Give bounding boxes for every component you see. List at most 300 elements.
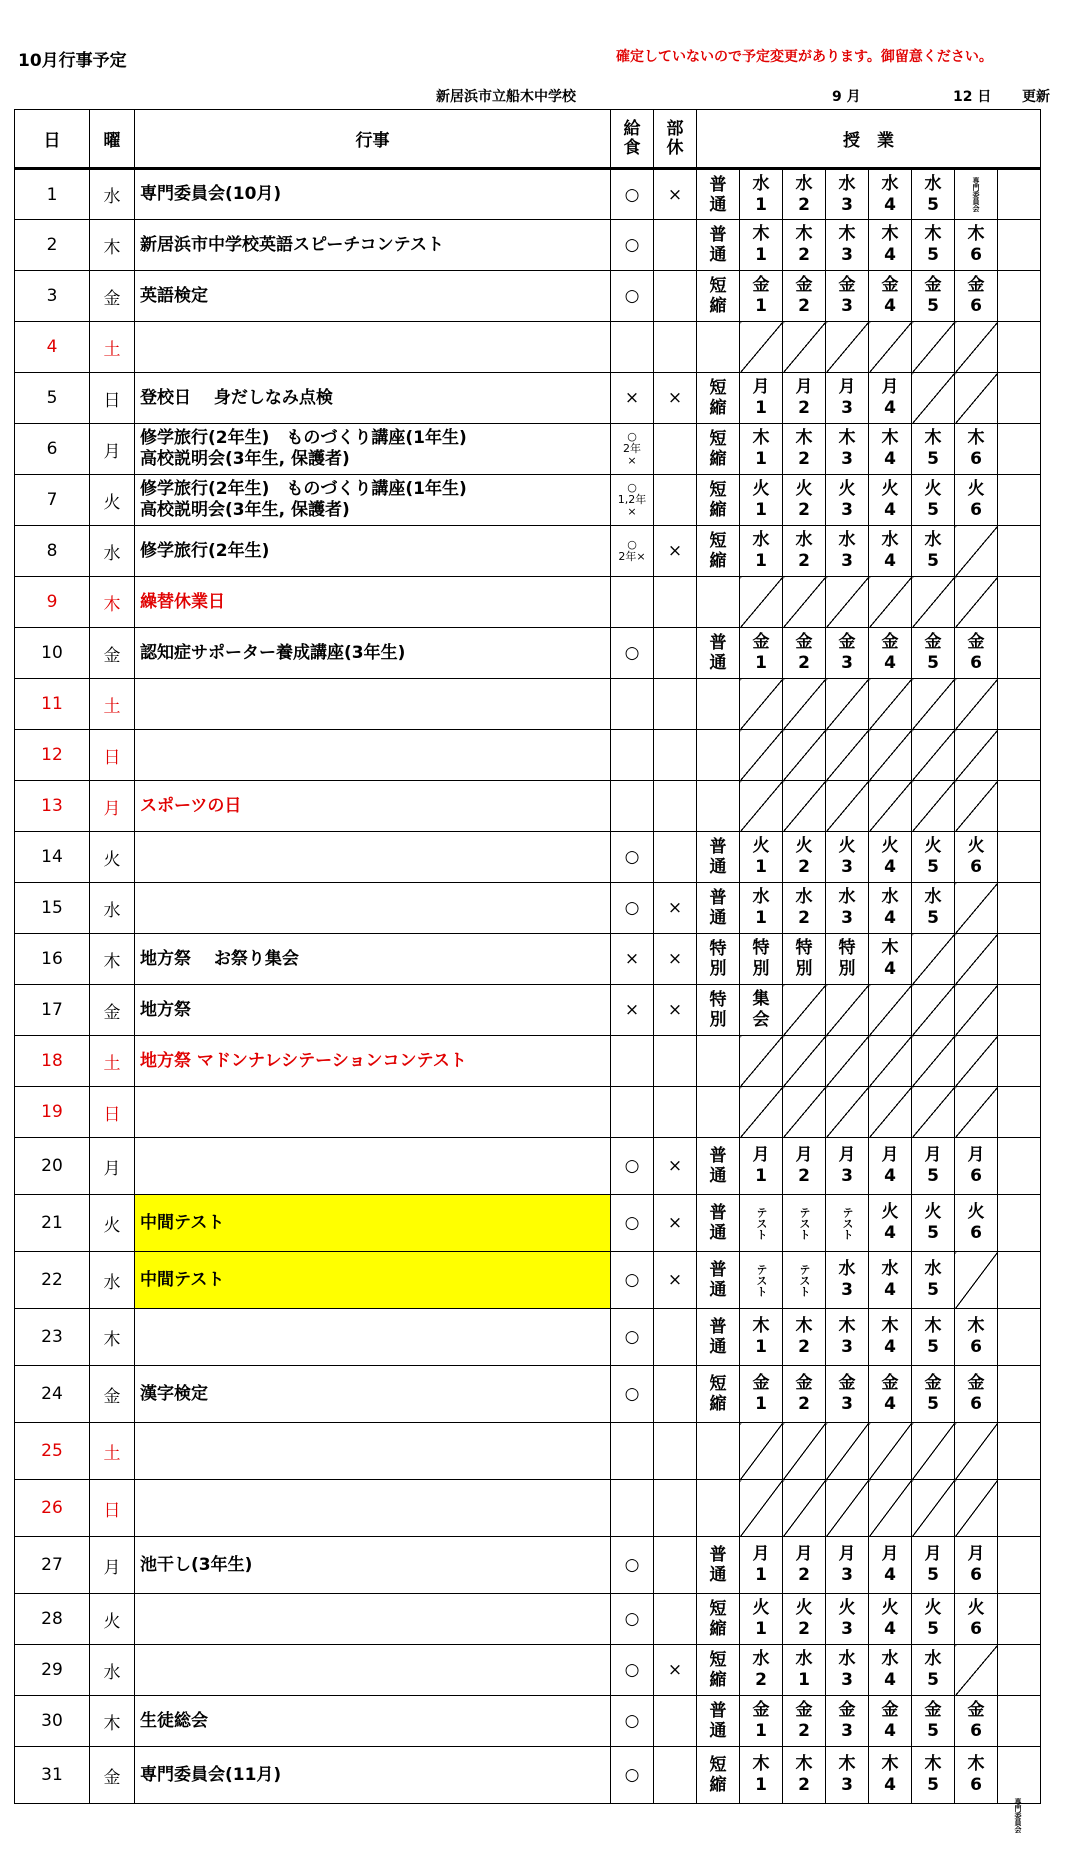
weekday-cell: 月 — [90, 1138, 135, 1195]
day-cell: 29 — [15, 1645, 90, 1696]
event-cell: 中間テスト — [135, 1195, 611, 1252]
day-cell: 6 — [15, 424, 90, 475]
weekday-cell: 火 — [90, 1195, 135, 1252]
meal-cell: ○ — [611, 271, 654, 322]
class-period-cell: 木 2 — [783, 1747, 826, 1804]
schedule-row — [15, 1195, 1041, 1252]
class-type-cell: 普 通 — [697, 1195, 740, 1252]
meal-cell: ○ — [611, 1537, 654, 1594]
weekday-cell: 月 — [90, 781, 135, 832]
weekday-cell: 日 — [90, 1087, 135, 1138]
class-period-empty — [869, 1480, 912, 1537]
day-cell: 1 — [15, 169, 90, 220]
class-type-cell: 短 縮 — [697, 1747, 740, 1804]
class-period-cell — [998, 730, 1041, 781]
event-cell — [135, 1645, 611, 1696]
class-period-cell: 木 5 — [912, 220, 955, 271]
club-cell — [654, 271, 697, 322]
class-period-empty — [740, 781, 783, 832]
event-cell — [135, 1087, 611, 1138]
class-period-empty — [955, 730, 998, 781]
class-period-cell: 金 1 — [740, 1696, 783, 1747]
class-period-cell: 木 1 — [740, 424, 783, 475]
event-cell: 生徒総会 — [135, 1696, 611, 1747]
class-period-cell: 木 2 — [783, 424, 826, 475]
weekday-cell: 金 — [90, 271, 135, 322]
weekday-cell: 月 — [90, 1537, 135, 1594]
class-period-empty — [912, 934, 955, 985]
day-cell: 5 — [15, 373, 90, 424]
club-cell: × — [654, 985, 697, 1036]
event-cell: 池干し(3年生) — [135, 1537, 611, 1594]
class-period-empty — [869, 985, 912, 1036]
meal-cell — [611, 730, 654, 781]
meal-cell — [611, 577, 654, 628]
schedule-row — [15, 1366, 1041, 1423]
class-period-cell: 火 4 — [869, 475, 912, 526]
event-cell: 英語検定 — [135, 271, 611, 322]
class-period-cell: 水 3 — [826, 526, 869, 577]
meal-cell: ○ 2年× — [611, 526, 654, 577]
class-period-empty — [826, 985, 869, 1036]
class-period-empty — [783, 1087, 826, 1138]
header-meal: 給 食 — [611, 110, 654, 169]
class-period-empty — [912, 1036, 955, 1087]
class-period-cell: 火 2 — [783, 475, 826, 526]
class-period-cell: 月 5 — [912, 1537, 955, 1594]
class-period-cell: 水 1 — [740, 883, 783, 934]
event-cell: 登校日 身だしなみ点検 — [135, 373, 611, 424]
day-cell: 28 — [15, 1594, 90, 1645]
class-type-cell: 普 通 — [697, 1252, 740, 1309]
day-cell: 16 — [15, 934, 90, 985]
class-period-cell: 集 会 — [740, 985, 783, 1036]
class-period-empty — [783, 730, 826, 781]
class-period-cell — [998, 577, 1041, 628]
schedule-row — [15, 1087, 1041, 1138]
class-period-empty — [912, 1087, 955, 1138]
weekday-cell: 火 — [90, 475, 135, 526]
class-period-cell: 火 6 — [955, 475, 998, 526]
schedule-row — [15, 781, 1041, 832]
class-period-cell: 月 1 — [740, 373, 783, 424]
event-cell: 修学旅行(2年生) — [135, 526, 611, 577]
meal-cell: × — [611, 985, 654, 1036]
class-period-cell — [998, 781, 1041, 832]
class-period-cell: 水 3 — [826, 1252, 869, 1309]
meal-cell — [611, 322, 654, 373]
schedule-table — [14, 109, 1041, 1804]
class-period-cell — [998, 475, 1041, 526]
weekday-cell: 火 — [90, 1594, 135, 1645]
club-cell — [654, 1309, 697, 1366]
class-period-cell: 木 4 — [869, 1309, 912, 1366]
event-cell: 修学旅行(2年生) ものづくり講座(1年生) 高校説明会(3年生, 保護者) — [135, 424, 611, 475]
class-period-empty — [955, 1036, 998, 1087]
class-period-cell: テスト — [783, 1195, 826, 1252]
class-period-empty — [826, 679, 869, 730]
class-period-cell: 木 6 — [955, 1309, 998, 1366]
weekday-cell: 木 — [90, 934, 135, 985]
class-period-cell — [998, 934, 1041, 985]
event-cell: 認知症サポーター養成講座(3年生) — [135, 628, 611, 679]
class-period-empty — [955, 781, 998, 832]
club-cell — [654, 322, 697, 373]
schedule-row — [15, 271, 1041, 322]
class-type-cell — [697, 322, 740, 373]
class-period-cell — [998, 220, 1041, 271]
weekday-cell: 金 — [90, 985, 135, 1036]
class-period-cell: 火 2 — [783, 832, 826, 883]
header-event: 行事 — [135, 110, 611, 169]
day-cell: 17 — [15, 985, 90, 1036]
club-cell: × — [654, 526, 697, 577]
class-period-cell: 火 4 — [869, 1594, 912, 1645]
class-period-cell: 金 4 — [869, 628, 912, 679]
event-cell: 繰替休業日 — [135, 577, 611, 628]
class-period-empty — [740, 1480, 783, 1537]
schedule-row — [15, 883, 1041, 934]
club-cell: × — [654, 934, 697, 985]
class-period-empty — [955, 373, 998, 424]
class-period-cell — [998, 1252, 1041, 1309]
event-cell: 地方祭 お祭り集会 — [135, 934, 611, 985]
class-period-empty — [955, 322, 998, 373]
weekday-cell: 水 — [90, 883, 135, 934]
weekday-cell: 土 — [90, 679, 135, 730]
class-period-cell: 金 6 — [955, 271, 998, 322]
class-period-empty — [783, 985, 826, 1036]
class-type-cell — [697, 730, 740, 781]
class-period-cell: 金 3 — [826, 1696, 869, 1747]
meal-cell: × — [611, 373, 654, 424]
club-cell — [654, 1480, 697, 1537]
weekday-cell: 木 — [90, 1696, 135, 1747]
day-cell: 2 — [15, 220, 90, 271]
class-period-empty — [955, 1480, 998, 1537]
class-period-cell: 金 3 — [826, 271, 869, 322]
class-type-cell — [697, 781, 740, 832]
schedule-row — [15, 1423, 1041, 1480]
class-type-cell: 短 縮 — [697, 1645, 740, 1696]
schedule-row — [15, 169, 1041, 220]
class-period-cell — [998, 985, 1041, 1036]
class-type-cell: 普 通 — [697, 220, 740, 271]
class-period-cell: 水 5 — [912, 883, 955, 934]
schedule-row — [15, 526, 1041, 577]
class-period-cell: 木 6 — [955, 424, 998, 475]
event-cell — [135, 322, 611, 373]
meal-cell: ○ — [611, 1252, 654, 1309]
club-cell — [654, 1366, 697, 1423]
event-cell — [135, 1423, 611, 1480]
class-period-empty — [955, 1252, 998, 1309]
day-cell: 9 — [15, 577, 90, 628]
class-type-cell: 普 通 — [697, 1537, 740, 1594]
day-cell: 27 — [15, 1537, 90, 1594]
event-cell: 新居浜市中学校英語スピーチコンテスト — [135, 220, 611, 271]
meal-cell — [611, 1423, 654, 1480]
class-period-empty — [912, 1423, 955, 1480]
class-period-cell — [998, 1645, 1041, 1696]
class-period-cell: テスト — [740, 1252, 783, 1309]
class-period-empty — [740, 1423, 783, 1480]
day-cell: 10 — [15, 628, 90, 679]
class-period-empty — [955, 1645, 998, 1696]
meal-cell: ○ — [611, 1309, 654, 1366]
class-type-cell: 短 縮 — [697, 373, 740, 424]
event-cell: 地方祭 マドンナレシテーションコンテスト — [135, 1036, 611, 1087]
class-type-cell: 普 通 — [697, 169, 740, 220]
class-type-cell: 短 縮 — [697, 1366, 740, 1423]
class-period-empty — [912, 781, 955, 832]
class-period-cell: 月 5 — [912, 1138, 955, 1195]
class-period-cell: 木 1 — [740, 1309, 783, 1366]
class-period-cell: 水 1 — [783, 1645, 826, 1696]
class-period-cell: 金 2 — [783, 1366, 826, 1423]
class-period-empty — [783, 781, 826, 832]
class-period-cell: 水 3 — [826, 883, 869, 934]
header-row — [15, 110, 1041, 169]
class-type-cell: 短 縮 — [697, 271, 740, 322]
class-period-cell: 金 6 — [955, 628, 998, 679]
club-cell — [654, 1747, 697, 1804]
class-period-empty — [783, 1036, 826, 1087]
class-period-cell: 金 6 — [955, 1696, 998, 1747]
club-cell — [654, 1696, 697, 1747]
day-cell: 14 — [15, 832, 90, 883]
class-period-cell: 水 2 — [783, 526, 826, 577]
side-note: 専門委員会 — [1014, 1798, 1022, 1833]
club-cell — [654, 1036, 697, 1087]
class-period-cell: 火 5 — [912, 1594, 955, 1645]
class-period-cell: 水 2 — [783, 883, 826, 934]
class-period-cell: 木 3 — [826, 220, 869, 271]
class-period-cell — [998, 526, 1041, 577]
club-cell: × — [654, 1252, 697, 1309]
weekday-cell: 木 — [90, 1309, 135, 1366]
day-cell: 18 — [15, 1036, 90, 1087]
class-period-cell: 水 2 — [740, 1645, 783, 1696]
class-period-cell: 木 5 — [912, 424, 955, 475]
class-period-cell: 金 2 — [783, 271, 826, 322]
class-period-empty — [955, 1423, 998, 1480]
weekday-cell: 土 — [90, 1423, 135, 1480]
class-period-cell: 金 4 — [869, 1366, 912, 1423]
day-cell: 12 — [15, 730, 90, 781]
club-cell: × — [654, 883, 697, 934]
class-period-cell: 金 3 — [826, 628, 869, 679]
class-period-cell — [998, 1747, 1041, 1804]
class-type-cell: 普 通 — [697, 832, 740, 883]
class-period-cell: 月 3 — [826, 373, 869, 424]
class-period-cell — [998, 1480, 1041, 1537]
day-cell: 22 — [15, 1252, 90, 1309]
meal-cell — [611, 781, 654, 832]
day-cell: 7 — [15, 475, 90, 526]
class-period-cell: 火 6 — [955, 1594, 998, 1645]
event-cell — [135, 1309, 611, 1366]
class-period-cell: 月 4 — [869, 1138, 912, 1195]
class-period-empty — [912, 577, 955, 628]
weekday-cell: 日 — [90, 730, 135, 781]
class-period-empty — [826, 781, 869, 832]
class-period-cell: 水 5 — [912, 526, 955, 577]
class-period-cell — [998, 628, 1041, 679]
notice-text: 確定していないので予定変更があります。御留意ください。 — [616, 49, 993, 65]
class-period-cell: 専門委員会 — [955, 169, 998, 220]
meal-cell: ○ — [611, 1747, 654, 1804]
class-period-cell: 金 5 — [912, 271, 955, 322]
class-period-cell: 水 1 — [740, 526, 783, 577]
class-period-cell — [998, 1195, 1041, 1252]
class-period-empty — [912, 322, 955, 373]
class-period-cell: 火 1 — [740, 832, 783, 883]
class-period-cell — [998, 322, 1041, 373]
class-period-cell: 金 2 — [783, 1696, 826, 1747]
meal-cell: ○ 1,2年 × — [611, 475, 654, 526]
meal-cell: ○ — [611, 1696, 654, 1747]
class-type-cell: 短 縮 — [697, 526, 740, 577]
class-period-cell: テスト — [826, 1195, 869, 1252]
class-type-cell: 普 通 — [697, 1309, 740, 1366]
class-period-empty — [912, 679, 955, 730]
weekday-cell: 水 — [90, 169, 135, 220]
class-period-empty — [869, 577, 912, 628]
schedule-row — [15, 1645, 1041, 1696]
club-cell: × — [654, 1645, 697, 1696]
meal-cell — [611, 1480, 654, 1537]
club-cell — [654, 781, 697, 832]
club-cell — [654, 1087, 697, 1138]
meal-cell: ○ — [611, 832, 654, 883]
weekday-cell: 金 — [90, 1366, 135, 1423]
class-period-cell: 月 3 — [826, 1138, 869, 1195]
meal-cell: ○ — [611, 220, 654, 271]
class-period-cell — [998, 1537, 1041, 1594]
day-cell: 24 — [15, 1366, 90, 1423]
class-period-cell: 火 3 — [826, 475, 869, 526]
club-cell: × — [654, 373, 697, 424]
class-type-cell: 短 縮 — [697, 475, 740, 526]
meal-cell: ○ — [611, 1138, 654, 1195]
class-period-cell: 火 3 — [826, 1594, 869, 1645]
club-cell — [654, 628, 697, 679]
class-period-cell: テスト — [783, 1252, 826, 1309]
class-period-cell: 木 2 — [783, 1309, 826, 1366]
class-period-empty — [869, 679, 912, 730]
day-cell: 23 — [15, 1309, 90, 1366]
update-month: 9 月 — [832, 89, 861, 105]
header-classes: 授 業 — [697, 110, 1041, 169]
class-period-cell: 金 1 — [740, 628, 783, 679]
class-period-cell: テスト — [740, 1195, 783, 1252]
day-cell: 4 — [15, 322, 90, 373]
meal-cell — [611, 1036, 654, 1087]
schedule-row — [15, 577, 1041, 628]
schedule-row — [15, 373, 1041, 424]
weekday-cell: 水 — [90, 526, 135, 577]
class-period-cell: 木 4 — [869, 424, 912, 475]
weekday-cell: 土 — [90, 1036, 135, 1087]
class-period-cell: 金 5 — [912, 628, 955, 679]
class-period-empty — [740, 322, 783, 373]
club-cell: × — [654, 1195, 697, 1252]
class-type-cell — [697, 1087, 740, 1138]
day-cell: 13 — [15, 781, 90, 832]
class-period-empty — [955, 934, 998, 985]
class-period-cell: 特 別 — [783, 934, 826, 985]
class-type-cell — [697, 1036, 740, 1087]
day-cell: 26 — [15, 1480, 90, 1537]
class-period-cell: 水 3 — [826, 1645, 869, 1696]
class-period-empty — [740, 1087, 783, 1138]
class-period-cell: 火 5 — [912, 832, 955, 883]
schedule-row — [15, 1309, 1041, 1366]
class-period-cell: 火 6 — [955, 832, 998, 883]
class-period-cell: 月 6 — [955, 1537, 998, 1594]
class-period-empty — [955, 526, 998, 577]
class-period-empty — [783, 679, 826, 730]
class-period-empty — [783, 577, 826, 628]
event-cell — [135, 883, 611, 934]
class-period-empty — [826, 1036, 869, 1087]
class-period-cell: 月 1 — [740, 1138, 783, 1195]
meal-cell: ○ — [611, 883, 654, 934]
schedule-row — [15, 424, 1041, 475]
meal-cell: ○ — [611, 628, 654, 679]
club-cell — [654, 1537, 697, 1594]
day-cell: 31 — [15, 1747, 90, 1804]
class-period-cell: 金 1 — [740, 1366, 783, 1423]
club-cell — [654, 730, 697, 781]
class-period-cell: 金 1 — [740, 271, 783, 322]
class-period-cell: 木 3 — [826, 1309, 869, 1366]
event-cell — [135, 1594, 611, 1645]
class-period-cell: 月 4 — [869, 1537, 912, 1594]
class-period-cell — [998, 1087, 1041, 1138]
class-period-empty — [869, 1423, 912, 1480]
event-cell: 地方祭 — [135, 985, 611, 1036]
class-period-cell: 木 4 — [869, 934, 912, 985]
class-period-cell: 木 5 — [912, 1309, 955, 1366]
class-period-cell: 木 4 — [869, 1747, 912, 1804]
club-cell — [654, 475, 697, 526]
class-type-cell — [697, 577, 740, 628]
class-period-cell: 木 6 — [955, 220, 998, 271]
class-period-empty — [783, 1480, 826, 1537]
day-cell: 11 — [15, 679, 90, 730]
class-period-empty — [826, 322, 869, 373]
school-name: 新居浜市立船木中学校 — [436, 89, 576, 105]
class-period-cell — [998, 1594, 1041, 1645]
schedule-row — [15, 1537, 1041, 1594]
class-period-cell: 月 1 — [740, 1537, 783, 1594]
schedule-row — [15, 1480, 1041, 1537]
day-cell: 21 — [15, 1195, 90, 1252]
class-period-empty — [740, 730, 783, 781]
class-type-cell: 普 通 — [697, 628, 740, 679]
class-period-cell: 水 3 — [826, 169, 869, 220]
class-type-cell: 短 縮 — [697, 1594, 740, 1645]
weekday-cell: 木 — [90, 220, 135, 271]
class-period-cell: 水 4 — [869, 526, 912, 577]
schedule-row — [15, 679, 1041, 730]
class-period-empty — [826, 730, 869, 781]
class-type-cell: 普 通 — [697, 1138, 740, 1195]
class-period-cell: 木 1 — [740, 220, 783, 271]
class-period-cell — [998, 679, 1041, 730]
